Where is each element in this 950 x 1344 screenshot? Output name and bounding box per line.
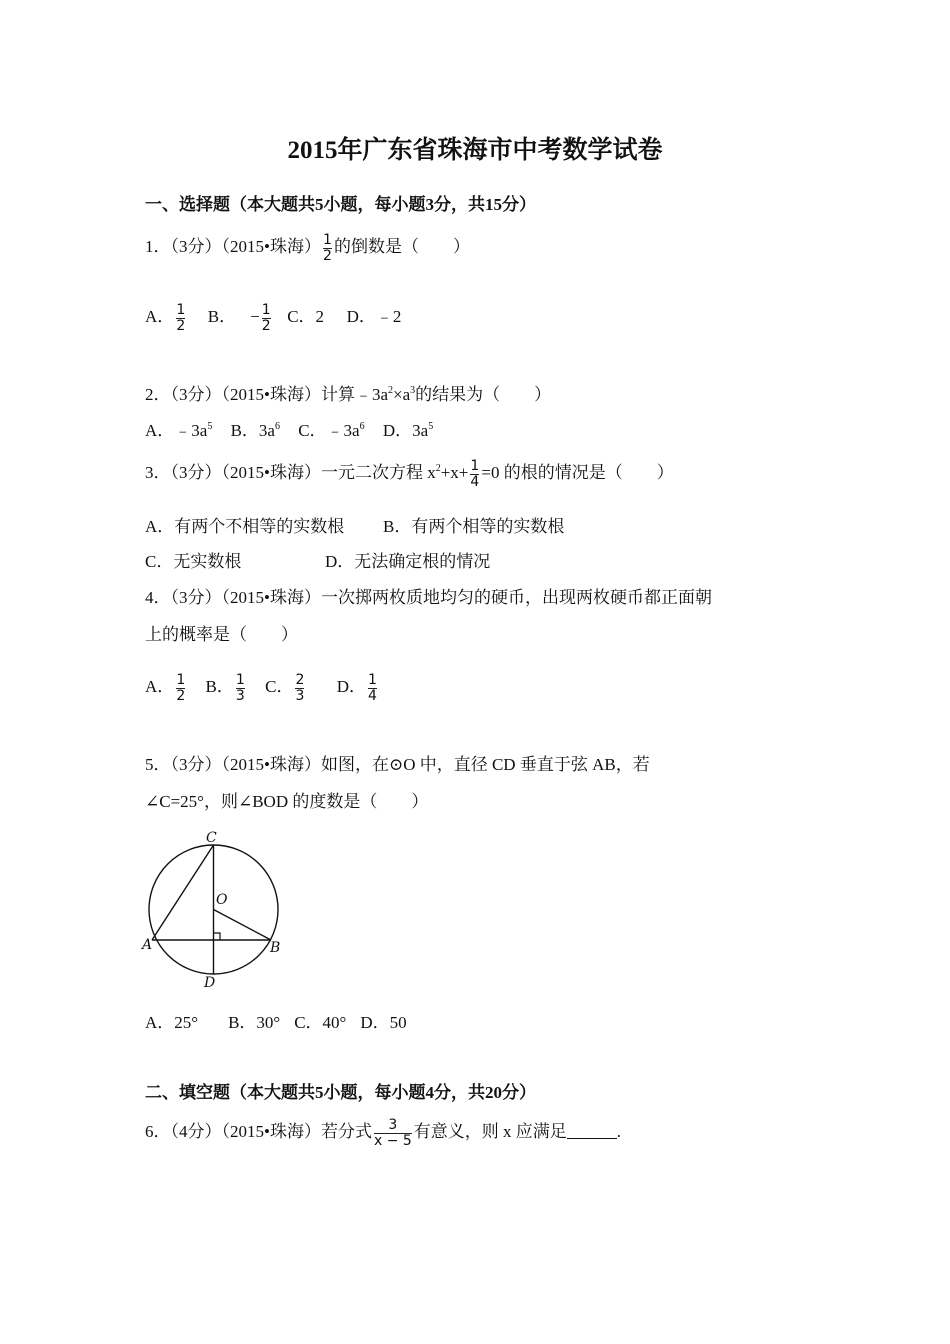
q1-prefix: 1．（3分）（2015•珠海）	[145, 237, 321, 256]
q2-option-d: D．$3a^5$	[382, 421, 434, 440]
right-angle-mark	[214, 933, 221, 940]
q5-options	[145, 1008, 407, 1033]
q5-option-b: B．30°	[228, 1013, 281, 1032]
segment-ca	[152, 845, 214, 940]
question-6: 6．（4分）（2015•珠海）若分式 $\frac{3}{x - 5}$ 有意义，则 x 应满足 .	[145, 1116, 622, 1149]
section-1-heading: 一、选择题（本大题共5小题，每小题3分，共15分）	[145, 195, 536, 214]
page-title: 2015年广东省珠海市中考数学试卷	[287, 137, 663, 164]
answer-blank[interactable]	[567, 1123, 617, 1139]
q1-option-b: B． − $\frac{1}{2}$	[207, 301, 271, 334]
question-2: 2．（3分）（2015•珠海）计算$﹣3a^2\times a^3$的结果为（ ）	[145, 385, 552, 404]
q4-option-b: B． $\frac{1}{3}$	[205, 671, 245, 704]
question-1	[145, 232, 470, 264]
label-d: D	[204, 975, 216, 990]
q5-option-a: A．25°	[145, 1013, 199, 1032]
label-o: O	[216, 892, 228, 908]
q3-fraction: $\frac{1}{4}$	[470, 457, 480, 490]
section-2-heading: 二、填空题（本大题共5小题，每小题4分，共20分）	[145, 1083, 536, 1102]
q4-option-a: A． $\frac{1}{2}$	[145, 671, 186, 704]
q5-option-d: D．50	[360, 1013, 407, 1032]
question-5-line2: ∠C=25°，则∠BOD 的度数是（ ）	[145, 792, 429, 811]
q3-option-d: D．无法确定根的情况	[325, 552, 491, 571]
label-c: C	[206, 830, 217, 846]
q1-suffix: 的倒数是（ ）	[333, 237, 470, 256]
question-4-line1: 4．（3分）（2015•珠海）一次掷两枚质地均匀的硬币，出现两枚硬币都正面朝	[145, 588, 712, 607]
q5-option-c: C．40°	[294, 1013, 347, 1032]
question-3: 3．（3分）（2015•珠海）一元二次方程 $x^2+x+$ $\frac{1}{4}$ =0 的根的情况是（ ）	[145, 457, 674, 490]
q2-option-b: B．$3a^6$	[230, 421, 280, 440]
q1-option-c: C．2	[287, 307, 325, 326]
q4-option-d: D． $\frac{1}{4}$	[336, 671, 377, 704]
q2-option-c: C．$﹣3a^6$	[298, 421, 365, 440]
q1-option-a: A． $\frac{1}{2}$	[145, 301, 186, 334]
question-5-line1: 5．（3分）（2015•珠海）如图，在⊙O 中，直径 CD 垂直于弦 AB，若	[145, 755, 650, 774]
q1-options	[145, 302, 401, 334]
label-b: B	[270, 940, 281, 956]
q2-option-a: A．$﹣3a^5$	[145, 421, 213, 440]
q3-option-b: B．有两个相等的实数根	[383, 517, 565, 536]
q1-option-d: D．﹣2	[346, 307, 402, 326]
q4-options	[145, 672, 379, 704]
q3-option-a: A．有两个不相等的实数根	[145, 517, 345, 536]
q3-option-c: C．无实数根	[145, 552, 242, 571]
q2-options	[145, 416, 433, 441]
label-a: A	[142, 937, 153, 953]
q4-option-c: C． $\frac{2}{3}$	[265, 671, 305, 704]
q1-fraction: $\frac{1}{2}$	[322, 231, 332, 264]
circle-diagram	[140, 825, 290, 990]
question-4-line2: 上的概率是（ ）	[145, 625, 298, 644]
q6-fraction: $\frac{3}{x - 5}$	[373, 1116, 412, 1149]
segment-ob	[214, 910, 272, 941]
